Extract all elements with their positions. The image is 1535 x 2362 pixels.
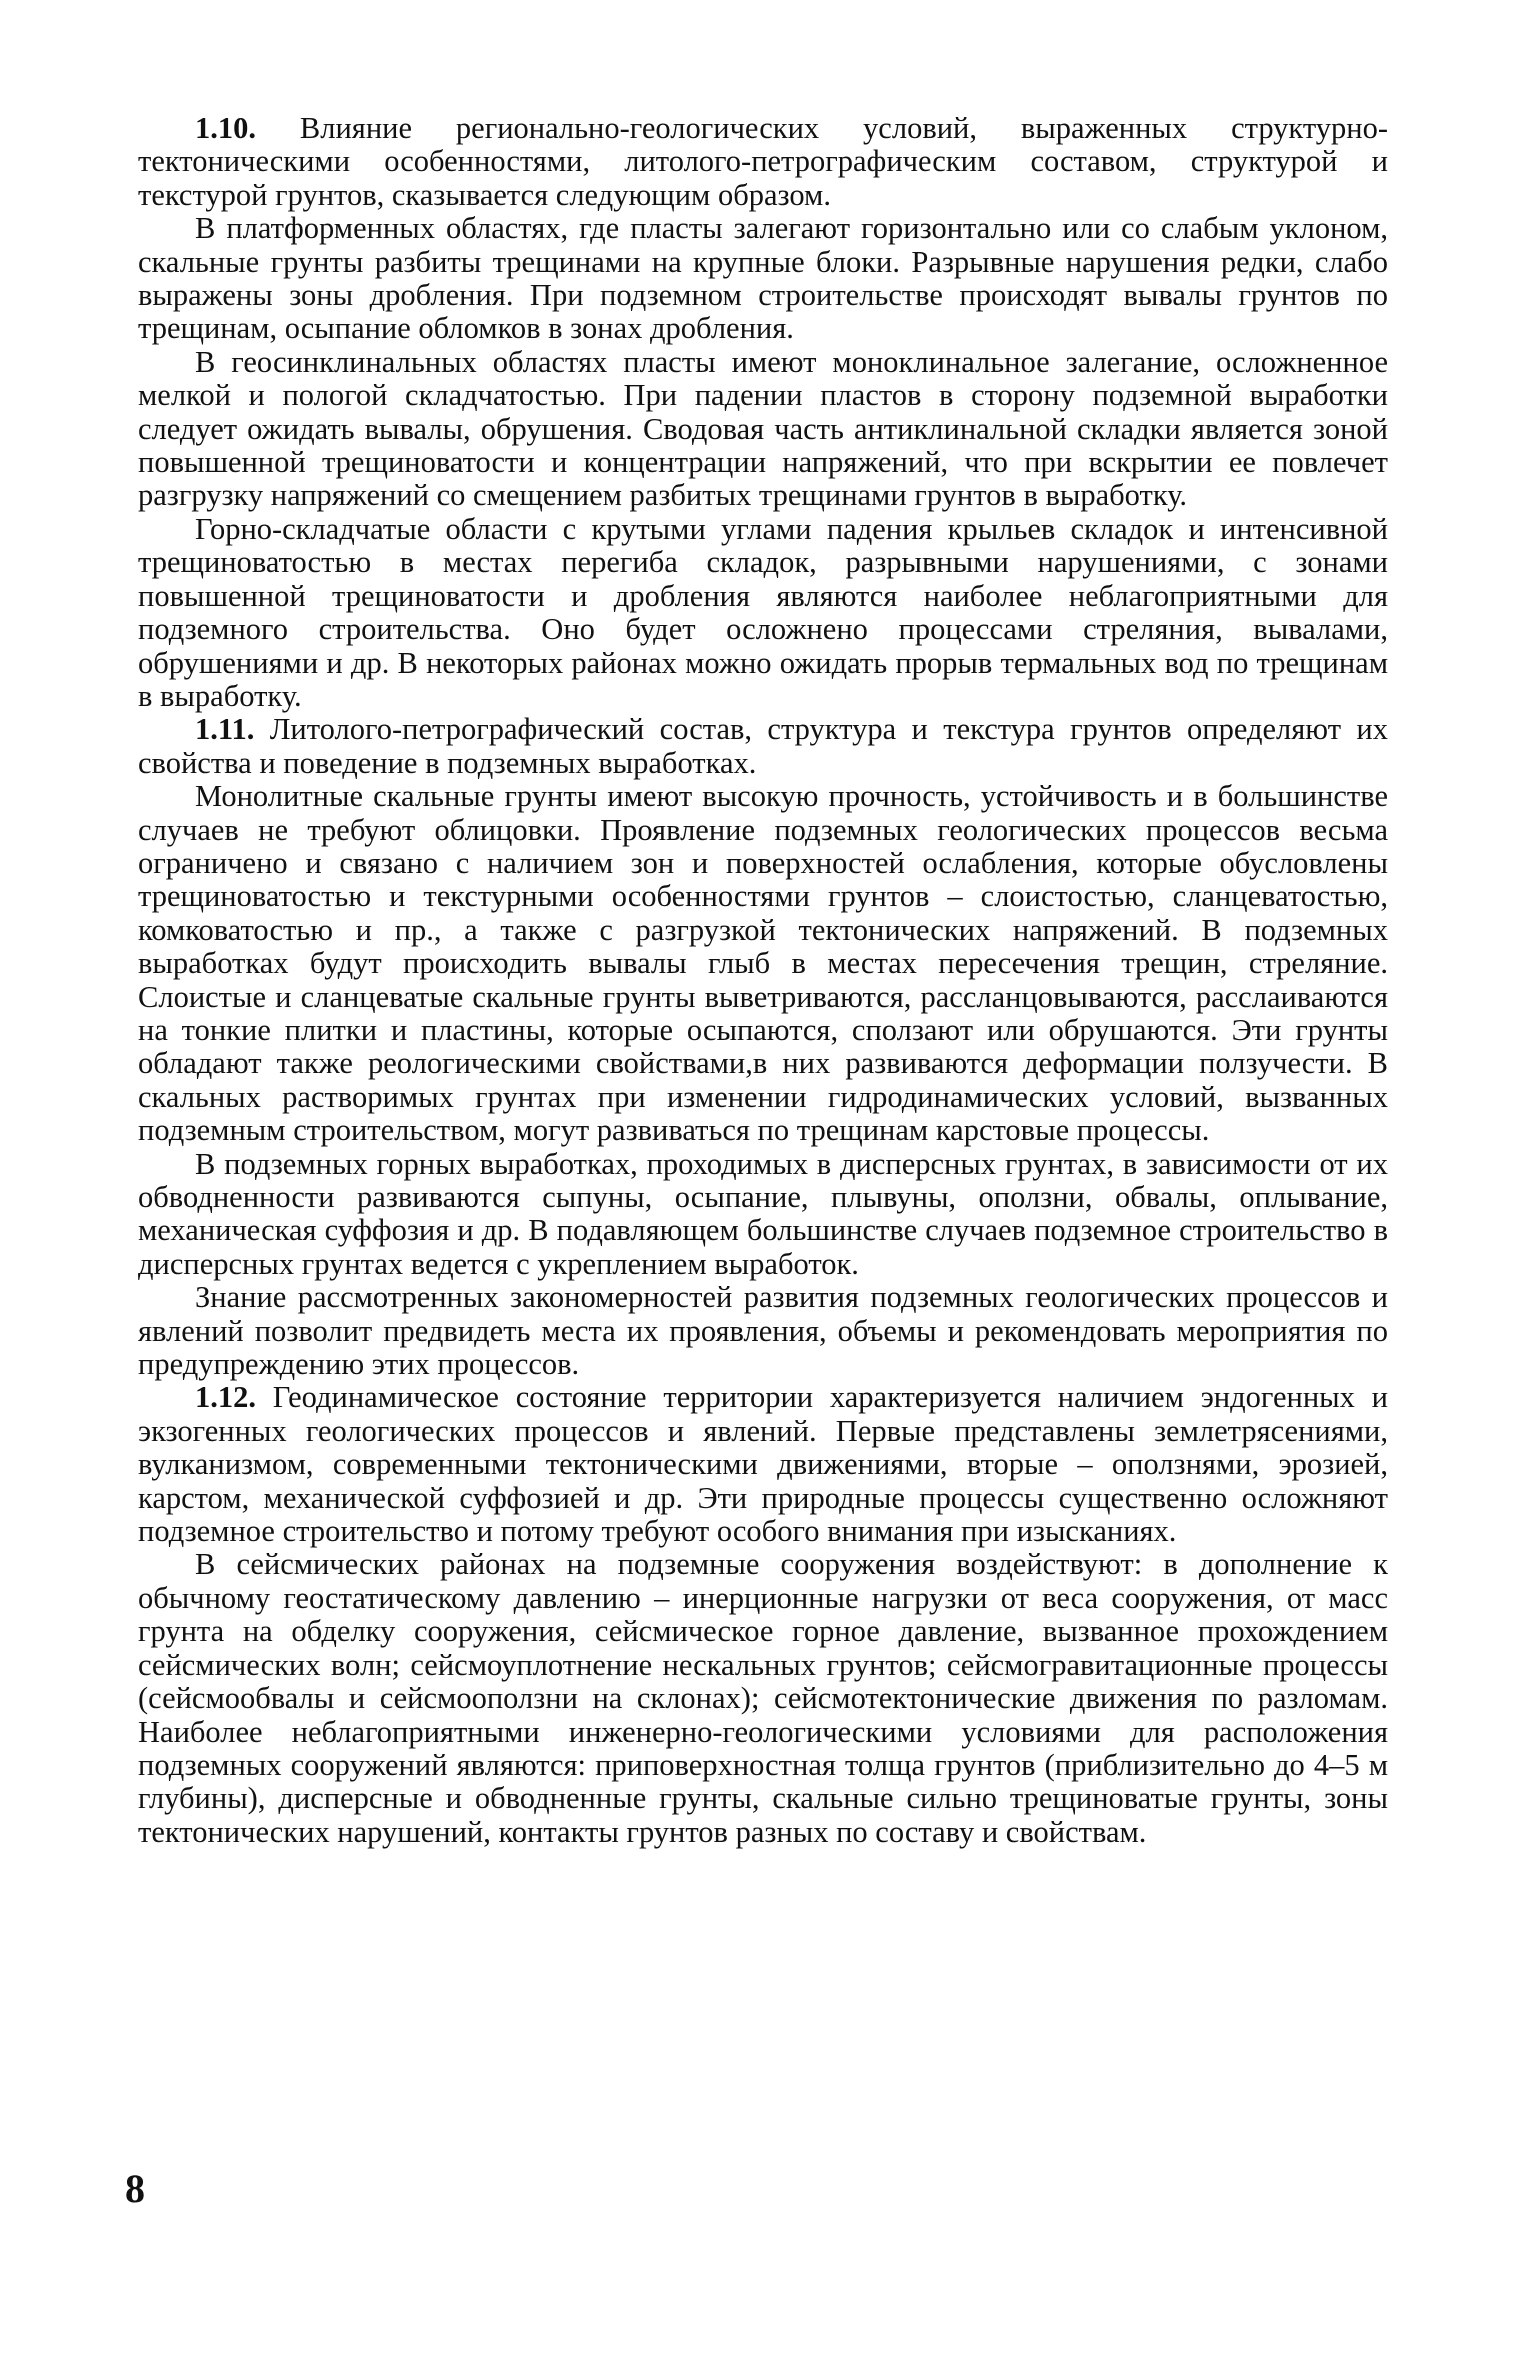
paragraph [138,1148,1388,1282]
paragraph-text: Знание рассмотренных закономерностей развития подземных геологических процессов и явлений позволит предвидеть места их проявления, объемы и рекомендовать мероприятия по предупреждению этих процессов. [138,1280,1388,1382]
paragraph [138,1281,1388,1381]
paragraph-text: В платформенных областях, где пласты залегают горизонтально или со слабым уклоном, скальные грунты разбиты трещинами на крупные блоки. Разрывные нарушения редки, слабо выражены зоны дробления. При подземном строительстве происходят вывалы грунтов по трещинам, осыпание обломков в зонах дробления. [138,211,1388,346]
page-body [138,112,1388,1849]
section-number: 1.10. [195,111,256,145]
paragraph-text: В геосинклинальных областях пласты имеют моноклинальное залегание, осложненное мелкой и пологой складчатостью. При падении пластов в сторону подземной выработки следует ожидать вывалы, обрушения. Сводовая часть антиклинальной складки является зоной повышенной трещиноватости и концентрации напряжений, что при вскрытии ее повлечет разгрузку напряжений со смещением разбитых трещинами грунтов в выработку. [138,344,1388,513]
paragraph [138,346,1388,513]
paragraph-text: Монолитные скальные грунты имеют высокую прочность, устойчивость и в большинстве случаев не требуют облицовки. Проявление подземных геологических процессов весьма ограничено и связано с наличием зон и поверхностей ослабления, которые обусловлены трещиноватостью и текстурными особенностями грунтов – слоистостью, сланцеватостью, комковатостью и пр., а также с разгрузкой тектонических напряжений. В подземных выработках будут происходить вывалы глыб в местах пересечения трещин, стреляние. Слоистые и сланцеватые скальные грунты выветриваются, рассланцовываются, расслаиваются на тонкие плитки и пластины, которые осыпаются, сползают или обрушаются. Эти грунты обладают также реологическими свойствами,в них развиваются деформации ползучести. В скальных растворимых грунтах при изменении гидродинамических условий, вызванных подземным строительством, могут развиваться по трещинам карстовые процессы. [138,779,1388,1148]
paragraph [138,780,1388,1147]
paragraph-1-12 [138,1381,1388,1548]
paragraph-text: Горно-складчатые области с крутыми углами падения крыльев складок и интенсивной трещиноватостью в местах перегиба складок, разрывными нарушениями, с зонами повышенной трещиноватости и дробления являются наиболее неблагоприятными для подземного строительства. Оно будет осложнено процессами стреляния, вывалами, обрушениями и др. В некоторых районах можно ожидать прорыв термальных вод по трещинам в выработку. [138,511,1388,713]
paragraph [138,513,1388,713]
paragraph-text: Литолого-петрографический состав, структура и текстура грунтов определяют их свойства и поведение в подземных выработках. [138,712,1389,780]
paragraph [138,212,1388,346]
paragraph-text: В подземных горных выработках, проходимых в дисперсных грунтах, в зависимости от их обводненности развиваются сыпуны, осыпание, плывуны, оползни, обвалы, оплывание, механическая суффозия и др. В подавляющем большинстве случаев подземное строительство в дисперсных грунтах ведется с укреплением выработок. [138,1146,1388,1281]
paragraph [138,1548,1388,1849]
section-number: 1.12. [195,1380,256,1415]
paragraph-text: Геодинамическое состояние территории характеризуется наличием эндогенных и экзогенных геологических процессов и явлений. Первые представлены землетрясениями, вулканизмом, современными тектоническими движениями, вторые – оползнями, эрозией, карстом, механической суффозией и др. Эти природные процессы существенно осложняют подземное строительство и потому требуют особого внимания при изысканиях. [138,1380,1389,1549]
paragraph-text: Влияние регионально-геологических условий, выраженных структурно-тектоническими особенностями, литолого-петрографическим составом, структурой и текстурой грунтов, сказывается следующим образом. [138,111,1388,212]
paragraph-text: В сейсмических районах на подземные сооружения воздействуют: в дополнение к обычному геостатическому давлению – инерционные нагрузки от веса сооружения, от масс грунта на обделку сооружения, сейсмическое горное давление, вызванное прохождением сейсмических волн; сейсмоуплотнение нескальных грунтов; сейсмогравитационные процессы (сейсмообвалы и сейсмооползни на склонах); сейсмотектонические движения по разломам. Наиболее неблагоприятными инженерно-геологическими условиями для расположения подземных сооружений являются: приповерхностная толща грунтов (приблизительно до 4–5 м глубины), дисперсные и обводненные грунты, скальные сильно трещиноватые грунты, зоны тектонических нарушений, контакты грунтов разных по составу и свойствам. [138,1547,1388,1849]
paragraph-1-10 [138,112,1388,212]
paragraph-1-11 [138,713,1388,780]
section-number: 1.11. [195,712,255,747]
page-number: 8 [125,2166,145,2211]
